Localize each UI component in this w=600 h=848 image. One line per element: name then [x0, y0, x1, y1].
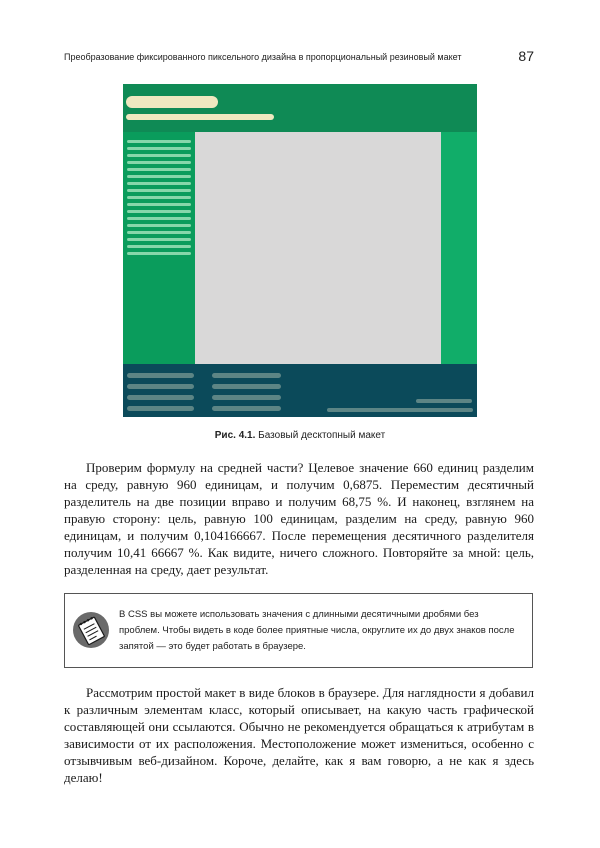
sidebar-line: [127, 210, 191, 213]
layout-figure: [123, 84, 477, 417]
sidebar-line: [127, 140, 191, 143]
figure-sidebar: [123, 132, 195, 364]
sidebar-line: [127, 231, 191, 234]
body-paragraph-2: Рассмотрим простой макет в виде блоков в браузере. Для наглядности я добавил к различным элементам класс, который описывает, на какую часть графической составляющей они ссылаются. Обычно не рекомендуется обращаться к атрибутам в зависимости от их расположения. Местоположение может измениться, особенно с отзывчивым веб-дизайном. Короче, делайте, как я вам говорю, а не как я здесь делаю!: [64, 685, 534, 785]
sidebar-line: [127, 168, 191, 171]
running-title: Преобразование фиксированного пиксельного дизайна в пропорциональный резиновый макет: [64, 52, 462, 62]
footer-line: [212, 395, 281, 400]
figure-logo-bar: [126, 96, 218, 108]
body-paragraph-1: Проверим формулу на средней части? Целевое значение 660 единиц разделим на среду, равную 960 единицам, и получим 0,6875. Переместим десятичный разделитель на две позиции вправо и получим 68,75 %. И наконец, взглянем на правую сторону: цель, равную 100 единицам, разделим на среду, равную 960 единицам, и получим 0,104166667. После перемещения десятичного разделителя получим 10,41 66667 %. Как видите, ничего сложного. Повторяйте за мной: цель, разделенная на среду, дает результат.: [64, 460, 534, 577]
sidebar-line: [127, 196, 191, 199]
footer-line: [416, 399, 472, 403]
figure-tagline-bar: [126, 114, 274, 120]
sidebar-line: [127, 189, 191, 192]
caption-label: Рис. 4.1.: [214, 430, 256, 441]
figure-footer-block: [123, 364, 477, 417]
caption-text: Базовый десктопный макет: [255, 430, 386, 441]
page-number: 87: [518, 48, 534, 64]
sidebar-line: [127, 252, 191, 255]
figure-main-content: [195, 132, 441, 364]
figure-header-block: [123, 84, 477, 132]
sidebar-line: [127, 175, 191, 178]
sidebar-line: [127, 203, 191, 206]
sidebar-line: [127, 147, 191, 150]
footer-line: [127, 406, 194, 411]
sidebar-line: [127, 182, 191, 185]
sidebar-line: [127, 245, 191, 248]
footer-line: [212, 384, 281, 389]
figure-right-column: [441, 132, 477, 364]
note-box: [64, 593, 533, 668]
footer-line: [212, 373, 281, 378]
figure-caption: [0, 430, 600, 441]
sidebar-line: [127, 154, 191, 157]
footer-line: [127, 373, 194, 378]
running-header: [64, 48, 534, 66]
sidebar-line: [127, 217, 191, 220]
note-text: В CSS вы можете использовать значения с длинными десятичными дробями без проблем. Чтобы видеть в коде более приятные числа, округлите их до двух знаков после запятой — это будет работать в браузере.: [119, 609, 515, 652]
sidebar-line: [127, 238, 191, 241]
footer-line: [127, 395, 194, 400]
footer-line: [127, 384, 194, 389]
footer-line: [327, 408, 473, 412]
sidebar-line: [127, 161, 191, 164]
sidebar-line: [127, 224, 191, 227]
notepad-icon: [72, 611, 110, 649]
footer-line: [212, 406, 281, 411]
